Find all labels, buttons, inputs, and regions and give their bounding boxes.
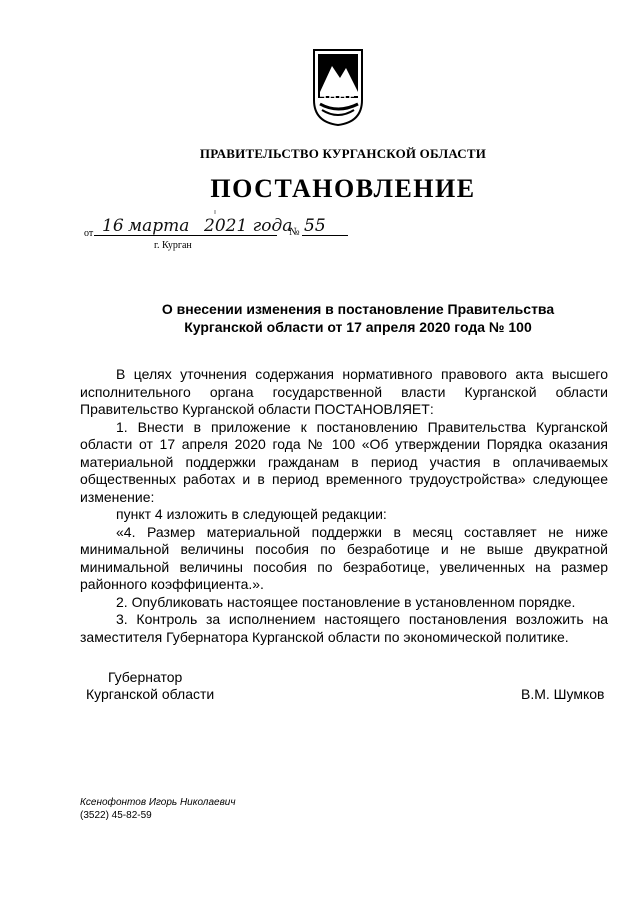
city-label: г. Курган bbox=[154, 240, 192, 251]
date-day: 16 bbox=[102, 216, 124, 236]
body-paragraph-1: В целях уточнения содержания нормативного правового акта высшего исполнительного органа государственной власти Курганской области Правительство Курганской области ПОСТАНОВЛЯЕТ: bbox=[80, 366, 608, 417]
number-label: № bbox=[289, 226, 300, 238]
signatory-position-line-1: Губернатор bbox=[108, 669, 183, 685]
signatory-position-line-2: Курганской области bbox=[86, 686, 215, 702]
coat-of-arms-emblem bbox=[312, 48, 364, 126]
body-paragraph-2: 1. Внести в приложение к постановлению Правительства Курганской области от 17 апреля 2020 года № 100 «Об утверждении Порядка оказания материальной поддержки гражданам в период участия в оплачиваемых общественных работах и в период временного трудоустройства» следующее изменение: bbox=[80, 418, 608, 505]
document-type-text: ПОСТАНОВЛЕНИЕ bbox=[210, 174, 476, 203]
document-title bbox=[80, 300, 610, 336]
executor-phone: (3522) 45-82-59 bbox=[80, 810, 152, 821]
document-body bbox=[80, 366, 608, 646]
title-line-1: О внесении изменения в постановление Правительства bbox=[161, 301, 555, 317]
executor-name: Ксенофонтов Игорь Николаевич bbox=[80, 797, 236, 808]
date-underline bbox=[94, 235, 277, 236]
number-underline bbox=[302, 235, 348, 236]
date-prefix: от bbox=[84, 228, 94, 239]
body-paragraph-5: 2. Опубликовать настоящее постановление в установленном порядке. bbox=[116, 593, 576, 610]
date-number-line bbox=[84, 218, 354, 248]
title-line-2: Курганской области от 17 апреля 2020 года № 100 bbox=[184, 319, 532, 335]
body-paragraph-6: 3. Контроль за исполнением настоящего постановления возложить на заместителя Губернатора Курганской области по экономической политике. bbox=[80, 611, 608, 645]
organization-name bbox=[0, 146, 640, 162]
date-month: марта bbox=[128, 216, 190, 236]
body-paragraph-4: «4. Размер материальной поддержки в месяц составляет не ниже минимальной величины пособия по безработице и не выше двукратной минимальной величины пособия по безработице, увеличенных на размер районного коэффициента.». bbox=[80, 523, 608, 592]
body-paragraph-3: пункт 4 изложить в следующей редакции: bbox=[116, 506, 387, 522]
document-type-heading bbox=[0, 174, 640, 204]
signatory-name: В.М. Шумков bbox=[521, 686, 605, 702]
date-year: 2021 года bbox=[204, 216, 293, 236]
organization-name-text: ПРАВИТЕЛЬСТВО КУРГАНСКОЙ ОБЛАСТИ bbox=[199, 146, 487, 161]
scan-mark bbox=[214, 210, 216, 214]
document-number: 55 bbox=[304, 216, 326, 236]
